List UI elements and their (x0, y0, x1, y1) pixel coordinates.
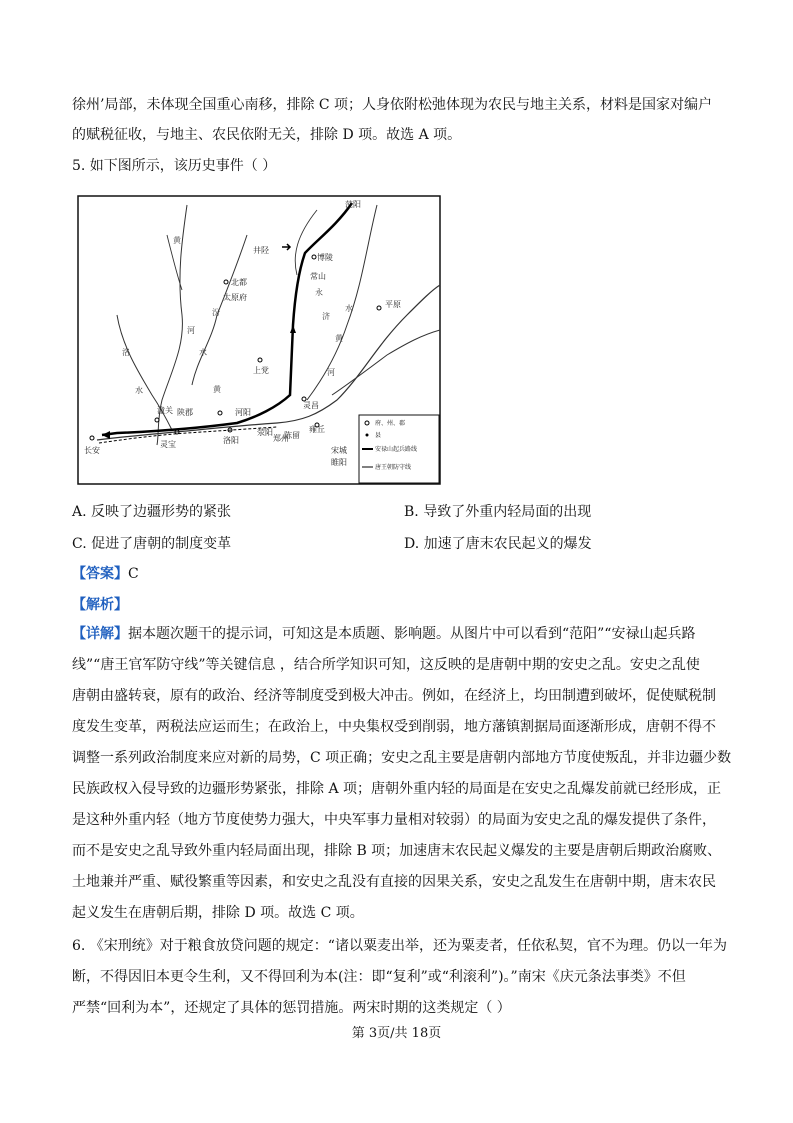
legend-xian: 县 (375, 432, 382, 439)
answer-tag: 【答案】 (72, 566, 128, 582)
detail-explanation (72, 624, 732, 934)
detail-line-5: 调整一系列政治制度来应对新的局势，C 项正确；安史之乱主要是唐朝内部地方节度使叛乱，并非边疆少数 (72, 750, 732, 766)
river-label-huang-3: 黄 (335, 334, 343, 343)
river-label-luoshui: 水 (135, 386, 143, 395)
label-changshan: 常山 (310, 272, 326, 281)
detail-line-7: 是这种外重内轻（地方节度使势力强大，中央军事力量相对较弱）的局面为安史之乱的爆发提供了条件， (72, 812, 716, 828)
label-changan: 长安 (84, 446, 100, 455)
river-label-shui: 水 (199, 348, 207, 357)
answer-value: C (128, 566, 139, 582)
detail-line-4: 度发生变革，两税法应运而生；在政治上，中央集权受到削弱，地方藩镇割据局面逐渐形成，唐朝不得不 (72, 719, 716, 735)
detail-line-6: 民族政权入侵导致的边疆形势紧张，排除 A 项；唐朝外重内轻的局面是在安史之乱爆发前就已经形成，正 (72, 781, 722, 797)
legend-defense: 唐王朝防守线 (375, 464, 412, 471)
question-5-stem: 5. 如下图所示，该历史事件（ ） (72, 158, 277, 174)
question-6-line-1: 6. 《宋刑统》对于粮食放贷问题的规定：“诸以粟麦出举，还为粟麦者，任依私契，官不为理。仍以一年为 (72, 938, 727, 954)
detail-line-8: 而不是安史之乱导致外重内轻局面出现，排除 B 项；加速唐末农民起义爆发的主要是唐朝后期政治腐败、 (72, 843, 722, 859)
detail-line-1 (72, 624, 722, 655)
question-6-line-3: 严禁“回利为本”，还规定了具体的惩罚措施。两宋时期的这类规定（ ） (72, 1000, 511, 1016)
detail-line-10: 起义发生在唐朝后期，排除 D 项。故选 C 项。 (72, 905, 364, 921)
prev-explanation-line-2: 的赋税征收，与地主、农民依附无关，排除 D 项。故选 A 项。 (72, 127, 462, 143)
detail-tag: 【详解】 (72, 626, 128, 642)
label-shanjun: 陕郡 (177, 408, 193, 417)
label-shangdang: 上党 (253, 366, 269, 375)
analysis-tag: 【解析】 (72, 597, 128, 613)
river-label-yong: 永 (315, 288, 323, 297)
label-tongguan: 潼关 (157, 406, 173, 415)
legend-fu: 府、州、郡 (375, 420, 406, 427)
label-xingyang: 荥阳 (257, 428, 273, 437)
option-c[interactable]: C. 促进了唐朝的制度变革 (72, 536, 232, 552)
river-label-he-1: 河 (187, 326, 195, 335)
detail-line-3: 唐朝由盛转衰，原有的政治、经济等制度受到极大冲击。例如，在经济上，均田制遭到破坏，促使赋税制 (72, 688, 716, 704)
river-label-ji: 济 (322, 312, 330, 321)
label-pingyuan: 平原 (385, 300, 401, 309)
river-label-jishui: 水 (345, 304, 353, 313)
river-label-huang-1: 黄 (173, 236, 181, 245)
option-a[interactable]: A. 反映了边疆形势的紧张 (72, 504, 232, 520)
label-suiyang: 睢阳 (331, 458, 347, 467)
label-taiyuanfu: 太原府 (223, 293, 247, 302)
label-heyang: 河阳 (235, 408, 251, 417)
label-zhengzhou: 郑州 (273, 434, 289, 443)
label-chenliu: 陈留 (284, 431, 300, 440)
label-yongqiu: 雍丘 (309, 425, 325, 434)
question-6 (72, 936, 727, 1029)
river-label-luo: 洛 (122, 348, 130, 357)
detail-line-1-text: 据本题次题干的提示词，可知这是本质题、影响题。从图片中可以看到“范阳”“安禄山起兵路 (128, 626, 696, 642)
label-luoyang: 洛阳 (223, 436, 239, 445)
label-beidu: 北都 (231, 278, 247, 287)
legend-xian-symbol (366, 434, 369, 437)
label-lingbao: 灵宝 (160, 440, 176, 449)
option-b[interactable]: B. 导致了外重内轻局面的出现 (404, 504, 592, 520)
historical-map (77, 195, 441, 485)
label-songcheng: 宋城 (331, 446, 347, 455)
label-jingxing: 井陉 (253, 246, 269, 255)
river-label-he-2: 河 (327, 368, 335, 377)
legend-route: 安禄山起兵路线 (375, 446, 418, 453)
analysis-heading (72, 595, 128, 615)
detail-line-2: 线”“唐王官军防守线”等关键信息 ，结合所学知识可知，这反映的是唐朝中期的安史之乱。安史之乱使 (72, 657, 700, 673)
option-d[interactable]: D. 加速了唐末农民起义的爆发 (404, 536, 592, 552)
label-fanyang: 范阳 (345, 200, 361, 209)
label-lingchang: 灵昌 (303, 401, 319, 410)
answer-line (72, 564, 139, 584)
prev-explanation-line-1: 徐州’局部，未体现全国重心南移，排除 C 项；人身依附松弛体现为农民与地主关系，材料是国家对编户 (72, 97, 713, 113)
river-label-huang-2: 黄 (213, 385, 221, 394)
detail-line-9: 土地兼并严重、赋役繁重等因素，和安史之乱没有直接的因果关系，安史之乱发生在唐朝中期，唐末农民 (72, 874, 716, 890)
river-label-fen: 汾 (212, 308, 220, 317)
label-boling: 博陵 (317, 253, 333, 262)
question-6-line-2: 断，不得因旧本更令生利，又不得回利为本(注：即“复利”或“利滚利”)。”南宋《庆元条法事类》不但 (72, 969, 686, 985)
page-footer: 第 3页/共 18页 (351, 1026, 442, 1041)
